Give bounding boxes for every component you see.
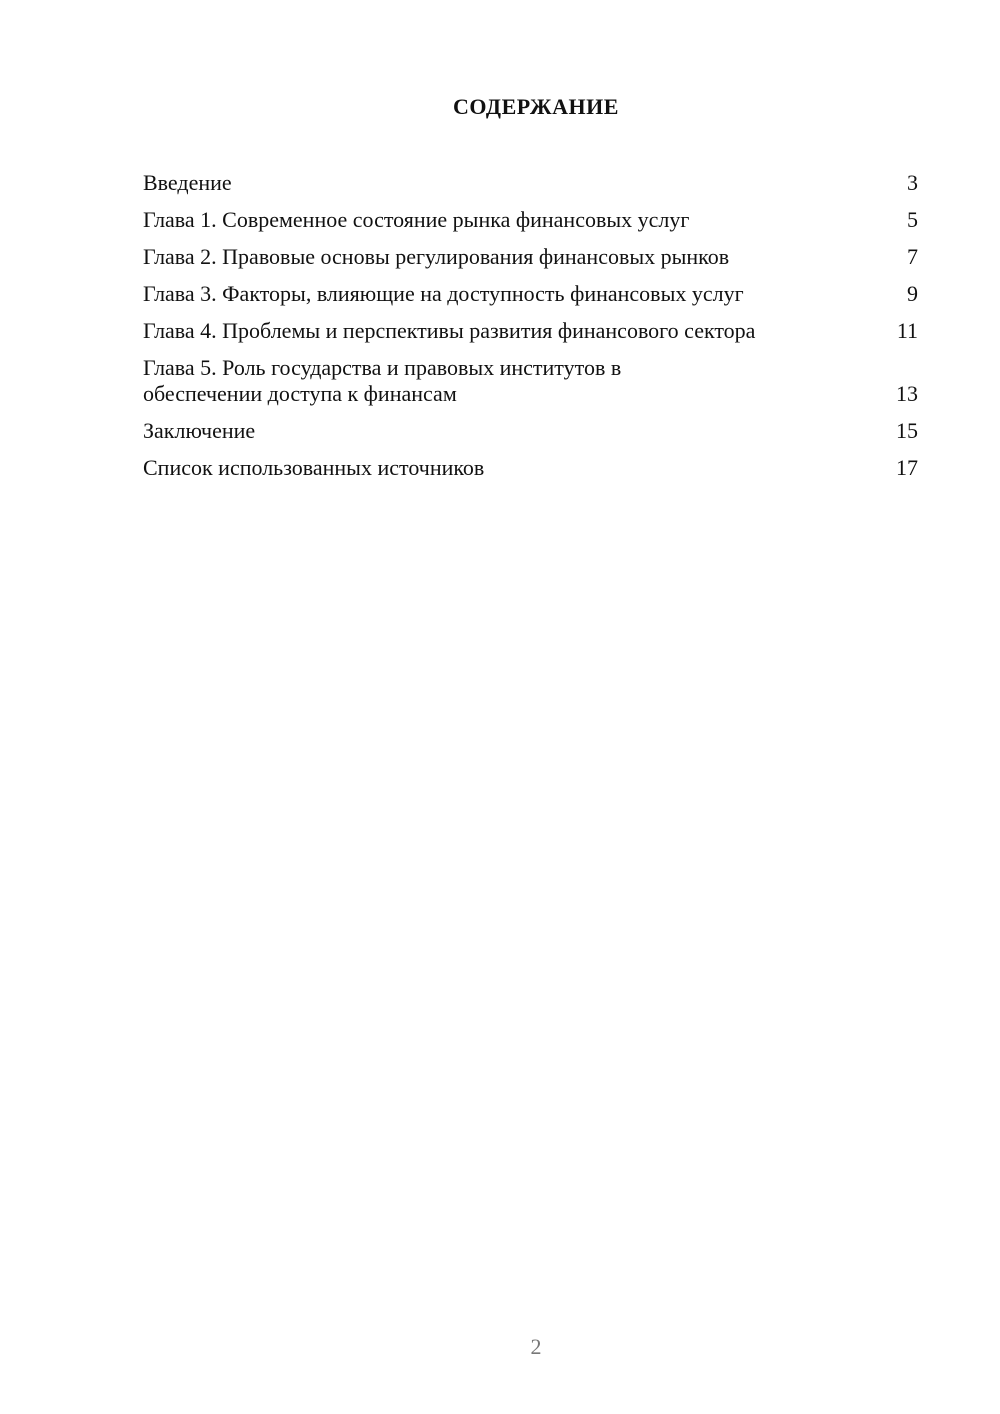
toc-entry-chapter-1[interactable] bbox=[143, 207, 918, 233]
toc-entry-label: Заключение bbox=[143, 418, 256, 443]
toc-entry-label: Список использованных источников bbox=[143, 455, 485, 480]
toc-entry-page: 17 bbox=[896, 455, 918, 480]
toc-entry-page: 9 bbox=[907, 281, 918, 306]
toc-entry-page: 13 bbox=[896, 381, 918, 406]
toc-entry-chapter-3[interactable] bbox=[143, 281, 918, 307]
toc-entry-label: Глава 3. Факторы, влияющие на доступность финансовых услуг bbox=[143, 281, 744, 306]
toc-entry-page: 3 bbox=[907, 170, 918, 195]
table-of-contents bbox=[143, 170, 918, 492]
toc-entry-chapter-2[interactable] bbox=[143, 244, 918, 270]
toc-entry-chapter-4[interactable] bbox=[143, 318, 918, 344]
toc-entry-page: 11 bbox=[896, 318, 918, 343]
toc-entry-label: Глава 4. Проблемы и перспективы развития финансового сектора bbox=[143, 318, 756, 343]
toc-heading: СОДЕРЖАНИЕ bbox=[453, 94, 619, 119]
toc-entry-conclusion[interactable] bbox=[143, 418, 918, 444]
toc-entry-label: Глава 1. Современное состояние рынка финансовых услуг bbox=[143, 207, 690, 232]
toc-entry-label: Глава 5. Роль государства и правовых институтов в обеспечении доступа к финансам bbox=[143, 355, 622, 406]
page-title bbox=[0, 94, 1000, 120]
toc-entry-page: 7 bbox=[907, 244, 918, 269]
toc-entry-label: Введение bbox=[143, 170, 232, 195]
toc-entry-page: 5 bbox=[907, 207, 918, 232]
page-number: 2 bbox=[530, 1334, 542, 1359]
toc-entry-page: 15 bbox=[896, 418, 918, 443]
toc-entry-chapter-5[interactable] bbox=[143, 355, 918, 407]
toc-entry-label: Глава 2. Правовые основы регулирования финансовых рынков bbox=[143, 244, 730, 269]
toc-entry-introduction[interactable] bbox=[143, 170, 918, 196]
toc-entry-references[interactable] bbox=[143, 455, 918, 481]
